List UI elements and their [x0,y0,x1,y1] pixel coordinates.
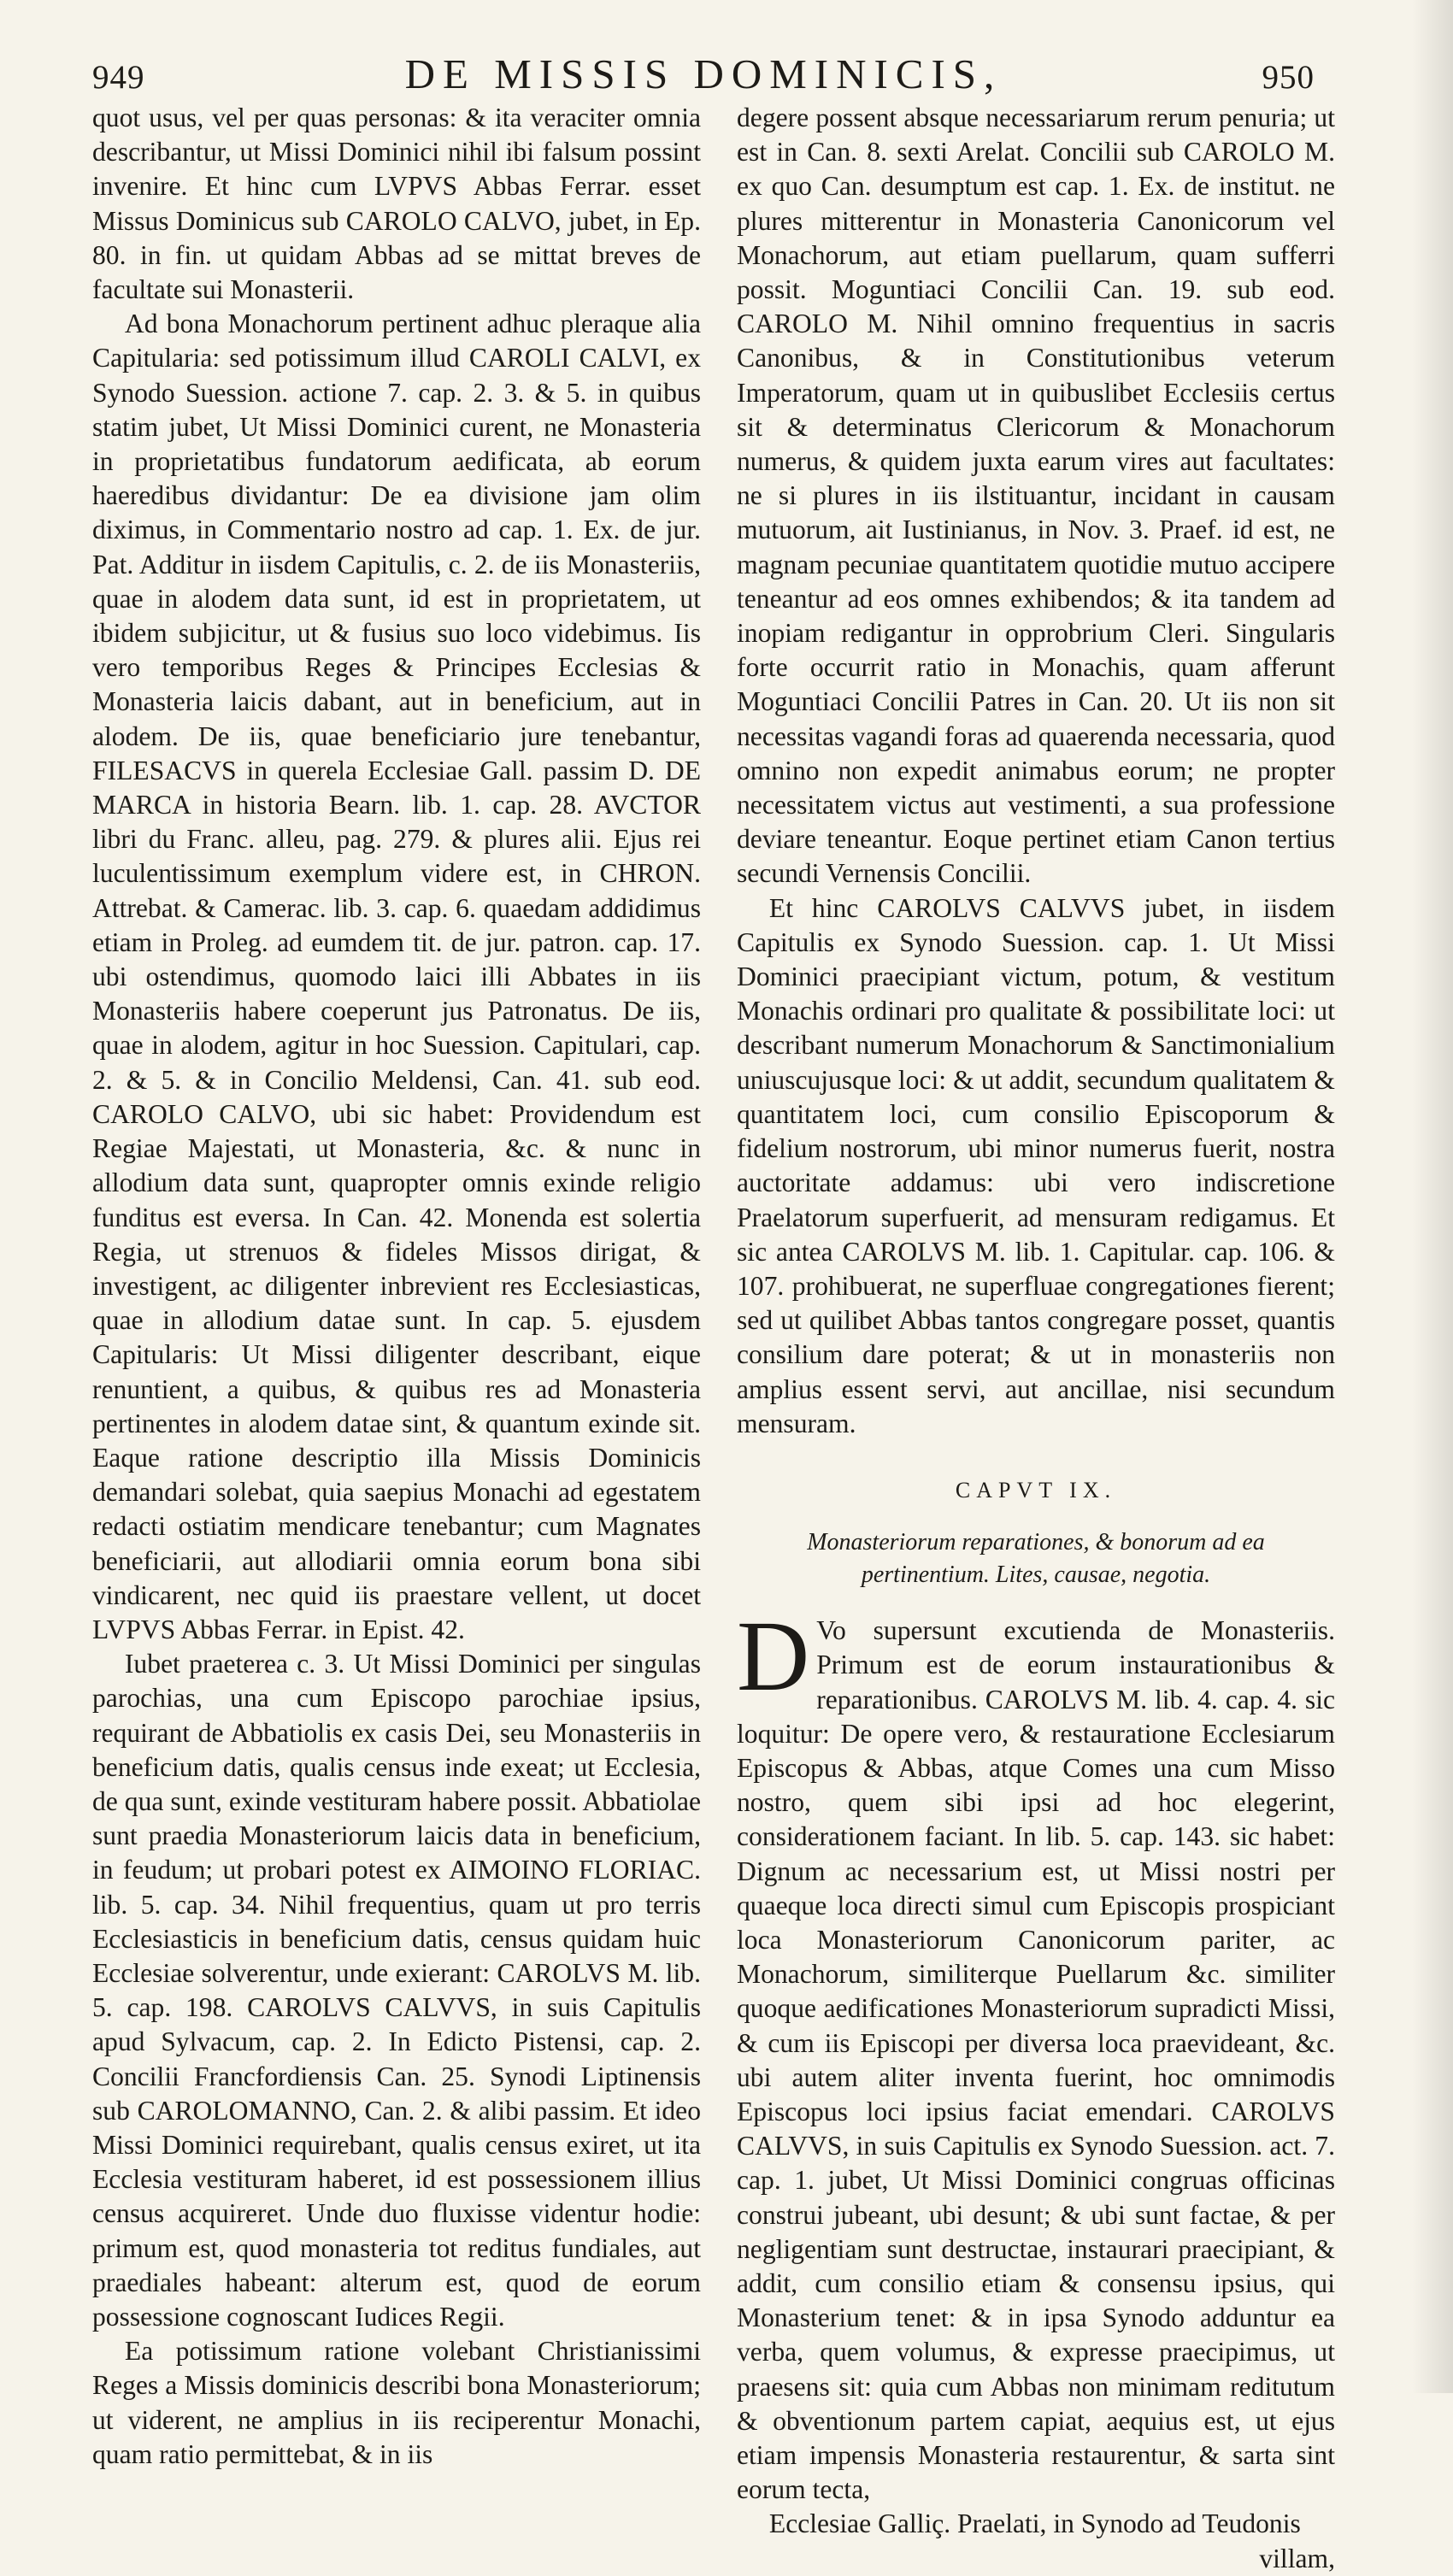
page-number-right: 950 [1262,59,1315,96]
left-column [92,101,701,2472]
drop-cap: D [737,1600,810,1713]
running-title: DE MISSIS DOMINICIS, [404,50,1003,97]
chapter-heading: CAPVT IX. [955,1477,1117,1503]
paragraph: Ad bona Monachorum pertinent adhuc pleraque alia Capitularia: sed potissimum illud CAROLI CALVI, ex Synodo Suession. actione 7. cap. 2. 3. & 5. in quibus statim jubet, Ut Missi Dominici curent, ne Monasteria in proprietatibus fundatorum aedificata, ab eorum haeredibus dividantur: De ea divisione jam olim diximus, in Commentario nostro ad cap. 1. Ex. de jur. Pat. Additur in iisdem Capitulis, c. 2. de iis Monasteriis, quae in alodem data sunt, id est in proprietatem, ut ibidem subjicitur, ut & fusius suo loco videbimus. Iis vero temporibus Reges & Principes Ecclesias & Monasteria laicis dabant, aut in beneficium, aut in alodem. De iis, quae beneficiario jure tenebantur, FILESACVS in querela Ecclesiae Gall. passim D. DE MARCA in historia Bearn. lib. 1. cap. 28. AVCTOR libri du Franc. alleu, pag. 279. & plures alii. Ejus rei luculentissimum exemplum videre est, in CHRON. Attrebat. & Camerac. lib. 3. cap. 6. quaedam addidimus etiam in Proleg. ad eumdem tit. de jur. patron. cap. 17. ubi ostendimus, quomodo laici illi Abbates in iis Monasteriis habere coeperunt jus Patronatus. De iis, quae in alodem, agitur in hoc Suession. Capitulari, cap. 2. & 5. & in Concilio Meldensi, Can. 41. sub eod. CAROLO CALVO, ubi sic habet: Providendum est Regiae Majestati, ut Monasteria, &c. & nunc in allodium data sunt, quapropter omnis exinde religio funditus est eversa. In Can. 42. Monenda est solertia Regia, ut strenuos & fideles Missos dirigat, & investigent, ac diligenter inbrevient res Ecclesiasticas, quae in allodium datae sunt. In cap. 5. ejusdem Capitularis: Ut Missi diligenter describant, eique renuntient, a quibus, & quibus res ad Monasteria pertinentes in alodem datae sint, & quantum exinde sit. Eaque ratione descriptio illa Missis Dominicis demandari solebat, quia saepius Monachi ad egestatem redacti ostiatim mendicare tenebantur; cum Magnates beneficiarii, aut allodiarii omnia eorum bona sibi vindicarent, nec quid iis praestare vellent, ut docet LVPVS Abbas Ferrar. in Epist. 42. [92,309,701,1644]
paragraph: degere possent absque necessariarum rerum penuria; ut est in Can. 8. sexti Arelat. Concilii sub CAROLO M. ex quo Can. desumptum est cap. 1. Ex. de institut. ne plures mitterentur in Monasteria Canonicorum vel Monachorum, aut etiam puellarum, quam sufferri possit. Moguntiaci Concilii Can. 19. sub eod. CAROLO M. Nihil omnino frequentius in sacris Canonibus, & in Constitutionibus veterum Imperatorum, quam ut in quibuslibet Ecclesiis certus sit & determinatus Clericorum & Monachorum numerus, & quidem juxta earum vires aut facultates: ne si plures in iis ilstituantur, incidant in causam mutuorum, ait Iustinianus, in Nov. 3. Praef. id est, ne magnam pecuniae quantitatem quotidie mutuo accipere teneantur ad eos omnes exhibendos; & ita tandem ad inopiam redigantur in opprobrium Cleri. Singularis forte occurrit ratio in Monachis, quam afferunt Moguntiaci Concilii Patres in Can. 20. Ut iis non sit necessitas vagandi foras ad quaerenda necessaria, quod omnino non expedit animabus eorum; ne propter necessitatem victus aut vestimenti, a sua professione deviare teneantur. Eoque pertinet etiam Canon tertius secundi Vernensis Concilii. [737,103,1335,889]
chapter-opening-text: Vo supersunt excutienda de Monasteriis. Primum est de eorum instaurationibus & reparationibus. CAROLVS M. lib. 4. cap. 4. sic loquitur: De opere vero, & restauratione Ecclesiarum Episcopus & Abbas, atque Comes una cum Misso nostro, quem sibi ipsi ad hoc elegerint, considerationem faciant. In lib. 5. cap. 143. sic habet: Dignum ac necessarium est, ut Missi nostri per quaeque loca directi simul cum Episcopis prospiciant loca Monasteriorum Canonicorum pariter, ac Monachorum, similiterque Puellarum &c. similiter quoque aedificationes Monasteriorum supradicti Missi, & cum iis Episcopi per diversa loca praevideant, &c. ubi autem aliter inventa fuerint, hoc omnimodis Episcopus loci ipsius faciat emendari. CAROLVS CALVVS, in suis Capitulis ex Synodo Suession. act. 7. cap. 1. jubet, Ut Missi Dominici congruas officinas construi jubeant, ubi desunt; & ubi sunt factae, & per negligentiam sunt destructae, instaurari praecipiant, & addit, cum consilio etiam & consensu ipsius, qui Monasterium tenet: & in ipsa Synodo adduntur ea verba, quem volumus, & expresse praecipimus, ut praesens sit: quia cum Abbas non minimam reditutum & obventionum partem capiat, aequius est, ut ejus etiam impensis Monasteria restaurentur, & sarta sint eorum tecta, [737,1615,1335,2505]
paragraph: Iubet praeterea c. 3. Ut Missi Dominici per singulas parochias, una cum Episcopo parochiae ipsius, requirant de Abbatiolis ex casis Dei, seu Monasteriis in beneficium datis, qualis census inde exeat; ut Ecclesia, de qua sunt, exinde vestituram habere possit. Abbatiolae sunt praedia Monasteriorum laicis data in beneficium, in feudum; ut probari potest ex AIMOINO FLORIAC. lib. 5. cap. 34. Nihil frequentius, quam ut pro terris Ecclesiasticis in beneficium datis, census quidam huic Ecclesiae solverentur, unde exierant: CAROLVS M. lib. 5. cap. 198. CAROLVS CALVVS, in suis Capitulis apud Sylvacum, cap. 2. In Edicto Pistensi, cap. 2. Concilii Francfordiensis Can. 25. Synodi Liptinensis sub CAROLOMANNO, Can. 2. & alibi passim. Et ideo Missi Dominici requirebant, qualis census exiret, ut ita Ecclesia vestituram haberet, id est possessionem illius census acquireret. Unde duo fluxisse videntur hodie: primum est, quod monasteria tot reditus fundiales, aut praediales habeant: alterum est, quod de eorum possessione cognoscant Iudices Regii. [92,1649,701,2332]
paragraph: Ea potissimum ratione volebant Christianissimi Reges a Missis dominicis describi bona Monasteriorum; ut viderent, ne amplius in iis reciperentur Monachi, quam ratio permittebat, & in iis [92,2336,701,2469]
catchword-line: villam, [1259,2543,1335,2573]
page-gutter-shadow [1412,0,1453,2393]
right-column [737,101,1335,2576]
paragraph: quot usus, vel per quas personas: & ita veraciter omnia describantur, ut Missi Dominici nihil ibi falsum possint invenire. Et hinc cum LVPVS Abbas Ferrar. esset Missus Dominicus sub CAROLO CALVO, jubet, in Ep. 80. in fin. ut quidam Abbas ad se mittat breves de facultate sui Monasterii. [92,103,701,305]
page-number-left: 949 [92,59,145,96]
paragraph: Et hinc CAROLVS CALVVS jubet, in iisdem Capitulis ex Synodo Suession. cap. 1. Ut Missi Dominici praecipiant victum, potum, & vestitum Monachis ordinari pro qualitate & possibilitate loci: ut describant numerum Monachorum & Sanctimonialium uniuscujusque loci: & ut addit, secundum qualitatem & quantitatem loci, cum consilio Episcoporum & fidelium nostrorum, ubi minor numerus fuerit, nostra auctoritate addamus: ubi vero indiscretione Praelatorum superfuerit, ad mensuram redigamus. Et sic antea CAROLVS M. lib. 1. Capitular. cap. 106. & 107. prohibuerat, ne superfluae congregationes fierent; sed ut quilibet Abbas tantos congregare posset, quantis consilium dare poterat; & ut in monasteriis non amplius essent servi, aut ancillae, nisi secundum mensuram. [737,892,1335,1438]
paragraph: Ecclesiae Galliç. Praelati, in Synodo ad Teudonis [768,2508,1301,2539]
chapter-summary: Monasteriorum reparationes, & bonorum ad ea pertinentium. Lites, causae, negotia. [807,1529,1265,1589]
chapter-opening-paragraph [737,1600,1335,2507]
